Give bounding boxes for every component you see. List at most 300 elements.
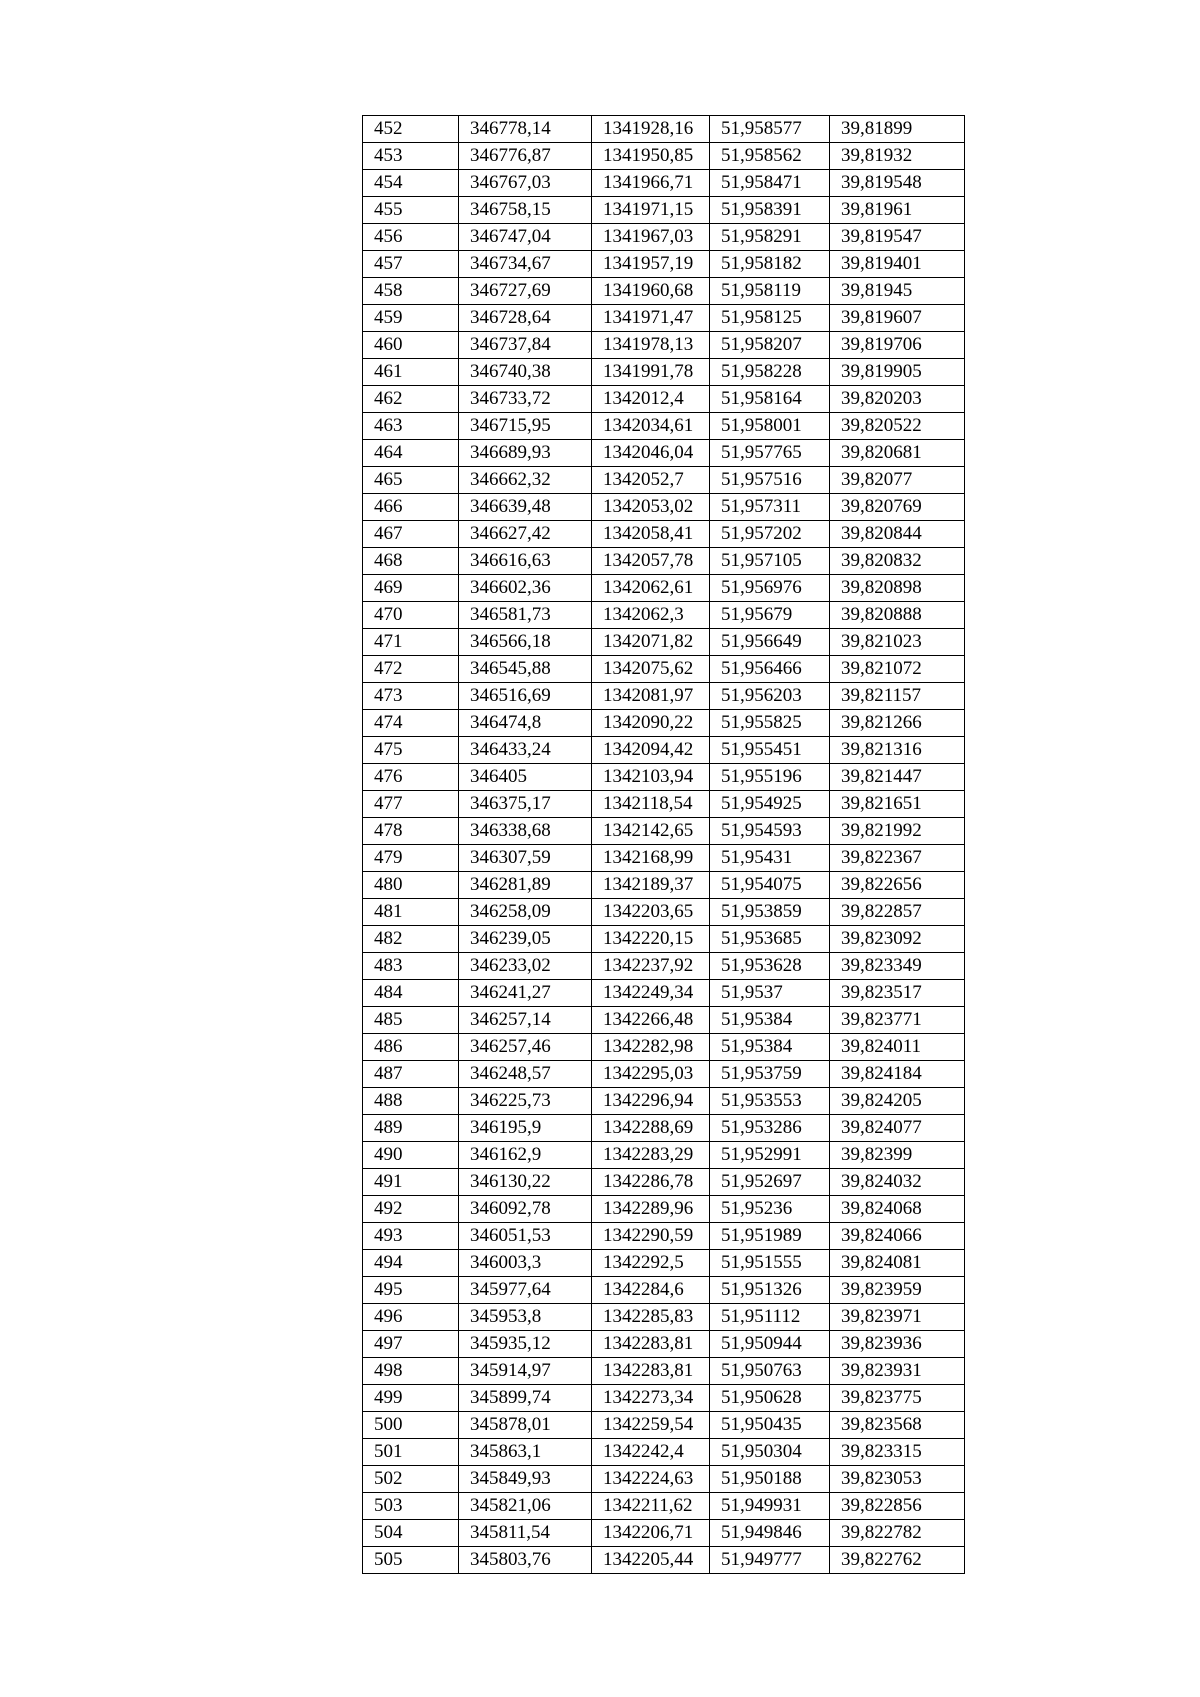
latitude-cell: 51,95679 bbox=[710, 602, 830, 629]
x-coordinate-cell: 346715,95 bbox=[459, 413, 592, 440]
longitude-cell: 39,822782 bbox=[830, 1520, 965, 1547]
table-row bbox=[363, 1250, 965, 1277]
table-row bbox=[363, 1034, 965, 1061]
longitude-cell: 39,81945 bbox=[830, 278, 965, 305]
y-coordinate-cell: 1342081,97 bbox=[592, 683, 710, 710]
x-coordinate-cell: 346740,38 bbox=[459, 359, 592, 386]
longitude-cell: 39,821992 bbox=[830, 818, 965, 845]
table-row bbox=[363, 359, 965, 386]
latitude-cell: 51,956203 bbox=[710, 683, 830, 710]
point-number-cell: 453 bbox=[363, 143, 459, 170]
x-coordinate-cell: 345849,93 bbox=[459, 1466, 592, 1493]
latitude-cell: 51,956976 bbox=[710, 575, 830, 602]
point-number-cell: 465 bbox=[363, 467, 459, 494]
latitude-cell: 51,95384 bbox=[710, 1007, 830, 1034]
point-number-cell: 484 bbox=[363, 980, 459, 1007]
point-number-cell: 458 bbox=[363, 278, 459, 305]
longitude-cell: 39,81961 bbox=[830, 197, 965, 224]
latitude-cell: 51,949846 bbox=[710, 1520, 830, 1547]
latitude-cell: 51,953286 bbox=[710, 1115, 830, 1142]
point-number-cell: 493 bbox=[363, 1223, 459, 1250]
x-coordinate-cell: 346545,88 bbox=[459, 656, 592, 683]
table-row bbox=[363, 1385, 965, 1412]
table-row bbox=[363, 305, 965, 332]
table-row bbox=[363, 1196, 965, 1223]
table-row bbox=[363, 1439, 965, 1466]
latitude-cell: 51,950628 bbox=[710, 1385, 830, 1412]
x-coordinate-cell: 346281,89 bbox=[459, 872, 592, 899]
y-coordinate-cell: 1342224,63 bbox=[592, 1466, 710, 1493]
x-coordinate-cell: 346241,27 bbox=[459, 980, 592, 1007]
y-coordinate-cell: 1342284,6 bbox=[592, 1277, 710, 1304]
coordinates-table-body bbox=[363, 116, 965, 1574]
y-coordinate-cell: 1342266,48 bbox=[592, 1007, 710, 1034]
y-coordinate-cell: 1342203,65 bbox=[592, 899, 710, 926]
y-coordinate-cell: 1341991,78 bbox=[592, 359, 710, 386]
point-number-cell: 471 bbox=[363, 629, 459, 656]
table-row bbox=[363, 1493, 965, 1520]
latitude-cell: 51,950763 bbox=[710, 1358, 830, 1385]
longitude-cell: 39,824081 bbox=[830, 1250, 965, 1277]
point-number-cell: 482 bbox=[363, 926, 459, 953]
longitude-cell: 39,824184 bbox=[830, 1061, 965, 1088]
longitude-cell: 39,819607 bbox=[830, 305, 965, 332]
x-coordinate-cell: 346639,48 bbox=[459, 494, 592, 521]
point-number-cell: 494 bbox=[363, 1250, 459, 1277]
table-row bbox=[363, 332, 965, 359]
x-coordinate-cell: 346733,72 bbox=[459, 386, 592, 413]
x-coordinate-cell: 346474,8 bbox=[459, 710, 592, 737]
longitude-cell: 39,823053 bbox=[830, 1466, 965, 1493]
y-coordinate-cell: 1341966,71 bbox=[592, 170, 710, 197]
point-number-cell: 502 bbox=[363, 1466, 459, 1493]
y-coordinate-cell: 1342012,4 bbox=[592, 386, 710, 413]
latitude-cell: 51,958228 bbox=[710, 359, 830, 386]
x-coordinate-cell: 345977,64 bbox=[459, 1277, 592, 1304]
point-number-cell: 505 bbox=[363, 1547, 459, 1574]
latitude-cell: 51,958001 bbox=[710, 413, 830, 440]
latitude-cell: 51,953553 bbox=[710, 1088, 830, 1115]
y-coordinate-cell: 1341960,68 bbox=[592, 278, 710, 305]
x-coordinate-cell: 346257,14 bbox=[459, 1007, 592, 1034]
longitude-cell: 39,820769 bbox=[830, 494, 965, 521]
latitude-cell: 51,953859 bbox=[710, 899, 830, 926]
latitude-cell: 51,958182 bbox=[710, 251, 830, 278]
latitude-cell: 51,949777 bbox=[710, 1547, 830, 1574]
longitude-cell: 39,824205 bbox=[830, 1088, 965, 1115]
y-coordinate-cell: 1342034,61 bbox=[592, 413, 710, 440]
x-coordinate-cell: 346581,73 bbox=[459, 602, 592, 629]
x-coordinate-cell: 346516,69 bbox=[459, 683, 592, 710]
longitude-cell: 39,820681 bbox=[830, 440, 965, 467]
y-coordinate-cell: 1342090,22 bbox=[592, 710, 710, 737]
point-number-cell: 498 bbox=[363, 1358, 459, 1385]
table-row bbox=[363, 818, 965, 845]
x-coordinate-cell: 346734,67 bbox=[459, 251, 592, 278]
y-coordinate-cell: 1341971,47 bbox=[592, 305, 710, 332]
point-number-cell: 467 bbox=[363, 521, 459, 548]
x-coordinate-cell: 345863,1 bbox=[459, 1439, 592, 1466]
longitude-cell: 39,823971 bbox=[830, 1304, 965, 1331]
longitude-cell: 39,823349 bbox=[830, 953, 965, 980]
point-number-cell: 500 bbox=[363, 1412, 459, 1439]
y-coordinate-cell: 1342071,82 bbox=[592, 629, 710, 656]
x-coordinate-cell: 346405 bbox=[459, 764, 592, 791]
y-coordinate-cell: 1342046,04 bbox=[592, 440, 710, 467]
x-coordinate-cell: 345935,12 bbox=[459, 1331, 592, 1358]
longitude-cell: 39,819706 bbox=[830, 332, 965, 359]
table-row bbox=[363, 899, 965, 926]
y-coordinate-cell: 1342189,37 bbox=[592, 872, 710, 899]
point-number-cell: 470 bbox=[363, 602, 459, 629]
point-number-cell: 490 bbox=[363, 1142, 459, 1169]
table-row bbox=[363, 1304, 965, 1331]
x-coordinate-cell: 346433,24 bbox=[459, 737, 592, 764]
longitude-cell: 39,823931 bbox=[830, 1358, 965, 1385]
x-coordinate-cell: 346767,03 bbox=[459, 170, 592, 197]
y-coordinate-cell: 1342211,62 bbox=[592, 1493, 710, 1520]
y-coordinate-cell: 1342220,15 bbox=[592, 926, 710, 953]
longitude-cell: 39,820832 bbox=[830, 548, 965, 575]
y-coordinate-cell: 1342053,02 bbox=[592, 494, 710, 521]
table-row bbox=[363, 1520, 965, 1547]
longitude-cell: 39,81932 bbox=[830, 143, 965, 170]
latitude-cell: 51,958207 bbox=[710, 332, 830, 359]
table-row bbox=[363, 1223, 965, 1250]
x-coordinate-cell: 346566,18 bbox=[459, 629, 592, 656]
y-coordinate-cell: 1342062,3 bbox=[592, 602, 710, 629]
table-row bbox=[363, 278, 965, 305]
point-number-cell: 468 bbox=[363, 548, 459, 575]
y-coordinate-cell: 1342286,78 bbox=[592, 1169, 710, 1196]
table-row bbox=[363, 170, 965, 197]
y-coordinate-cell: 1342292,5 bbox=[592, 1250, 710, 1277]
latitude-cell: 51,951112 bbox=[710, 1304, 830, 1331]
y-coordinate-cell: 1342142,65 bbox=[592, 818, 710, 845]
longitude-cell: 39,824032 bbox=[830, 1169, 965, 1196]
y-coordinate-cell: 1342052,7 bbox=[592, 467, 710, 494]
y-coordinate-cell: 1342094,42 bbox=[592, 737, 710, 764]
point-number-cell: 466 bbox=[363, 494, 459, 521]
longitude-cell: 39,824066 bbox=[830, 1223, 965, 1250]
longitude-cell: 39,819548 bbox=[830, 170, 965, 197]
longitude-cell: 39,823775 bbox=[830, 1385, 965, 1412]
point-number-cell: 457 bbox=[363, 251, 459, 278]
y-coordinate-cell: 1342118,54 bbox=[592, 791, 710, 818]
table-row bbox=[363, 845, 965, 872]
point-number-cell: 489 bbox=[363, 1115, 459, 1142]
x-coordinate-cell: 345953,8 bbox=[459, 1304, 592, 1331]
point-number-cell: 462 bbox=[363, 386, 459, 413]
table-row bbox=[363, 143, 965, 170]
longitude-cell: 39,824077 bbox=[830, 1115, 965, 1142]
x-coordinate-cell: 346257,46 bbox=[459, 1034, 592, 1061]
latitude-cell: 51,950944 bbox=[710, 1331, 830, 1358]
y-coordinate-cell: 1342103,94 bbox=[592, 764, 710, 791]
longitude-cell: 39,821157 bbox=[830, 683, 965, 710]
x-coordinate-cell: 346758,15 bbox=[459, 197, 592, 224]
table-row bbox=[363, 1088, 965, 1115]
x-coordinate-cell: 346258,09 bbox=[459, 899, 592, 926]
table-row bbox=[363, 953, 965, 980]
x-coordinate-cell: 346728,64 bbox=[459, 305, 592, 332]
x-coordinate-cell: 346130,22 bbox=[459, 1169, 592, 1196]
latitude-cell: 51,95236 bbox=[710, 1196, 830, 1223]
latitude-cell: 51,955825 bbox=[710, 710, 830, 737]
latitude-cell: 51,952991 bbox=[710, 1142, 830, 1169]
latitude-cell: 51,957516 bbox=[710, 467, 830, 494]
table-row bbox=[363, 1169, 965, 1196]
x-coordinate-cell: 346051,53 bbox=[459, 1223, 592, 1250]
latitude-cell: 51,957105 bbox=[710, 548, 830, 575]
latitude-cell: 51,953628 bbox=[710, 953, 830, 980]
longitude-cell: 39,820203 bbox=[830, 386, 965, 413]
point-number-cell: 497 bbox=[363, 1331, 459, 1358]
table-row bbox=[363, 737, 965, 764]
point-number-cell: 480 bbox=[363, 872, 459, 899]
table-row bbox=[363, 683, 965, 710]
latitude-cell: 51,958471 bbox=[710, 170, 830, 197]
x-coordinate-cell: 346627,42 bbox=[459, 521, 592, 548]
longitude-cell: 39,824011 bbox=[830, 1034, 965, 1061]
point-number-cell: 472 bbox=[363, 656, 459, 683]
x-coordinate-cell: 346616,63 bbox=[459, 548, 592, 575]
x-coordinate-cell: 346375,17 bbox=[459, 791, 592, 818]
latitude-cell: 51,957765 bbox=[710, 440, 830, 467]
table-row bbox=[363, 791, 965, 818]
x-coordinate-cell: 345878,01 bbox=[459, 1412, 592, 1439]
longitude-cell: 39,819547 bbox=[830, 224, 965, 251]
x-coordinate-cell: 346747,04 bbox=[459, 224, 592, 251]
longitude-cell: 39,823959 bbox=[830, 1277, 965, 1304]
y-coordinate-cell: 1341971,15 bbox=[592, 197, 710, 224]
latitude-cell: 51,954925 bbox=[710, 791, 830, 818]
table-row bbox=[363, 1547, 965, 1574]
point-number-cell: 491 bbox=[363, 1169, 459, 1196]
x-coordinate-cell: 346689,93 bbox=[459, 440, 592, 467]
y-coordinate-cell: 1342296,94 bbox=[592, 1088, 710, 1115]
longitude-cell: 39,821266 bbox=[830, 710, 965, 737]
y-coordinate-cell: 1342282,98 bbox=[592, 1034, 710, 1061]
point-number-cell: 475 bbox=[363, 737, 459, 764]
point-number-cell: 476 bbox=[363, 764, 459, 791]
point-number-cell: 496 bbox=[363, 1304, 459, 1331]
point-number-cell: 503 bbox=[363, 1493, 459, 1520]
latitude-cell: 51,9537 bbox=[710, 980, 830, 1007]
longitude-cell: 39,820898 bbox=[830, 575, 965, 602]
x-coordinate-cell: 346737,84 bbox=[459, 332, 592, 359]
point-number-cell: 495 bbox=[363, 1277, 459, 1304]
table-row bbox=[363, 1115, 965, 1142]
y-coordinate-cell: 1342289,96 bbox=[592, 1196, 710, 1223]
longitude-cell: 39,823315 bbox=[830, 1439, 965, 1466]
point-number-cell: 501 bbox=[363, 1439, 459, 1466]
y-coordinate-cell: 1342249,34 bbox=[592, 980, 710, 1007]
y-coordinate-cell: 1342273,34 bbox=[592, 1385, 710, 1412]
table-row bbox=[363, 548, 965, 575]
y-coordinate-cell: 1342062,61 bbox=[592, 575, 710, 602]
y-coordinate-cell: 1342075,62 bbox=[592, 656, 710, 683]
longitude-cell: 39,82077 bbox=[830, 467, 965, 494]
table-row bbox=[363, 386, 965, 413]
latitude-cell: 51,951989 bbox=[710, 1223, 830, 1250]
point-number-cell: 474 bbox=[363, 710, 459, 737]
latitude-cell: 51,949931 bbox=[710, 1493, 830, 1520]
point-number-cell: 492 bbox=[363, 1196, 459, 1223]
longitude-cell: 39,81899 bbox=[830, 116, 965, 143]
table-row bbox=[363, 1466, 965, 1493]
x-coordinate-cell: 346338,68 bbox=[459, 818, 592, 845]
latitude-cell: 51,954075 bbox=[710, 872, 830, 899]
longitude-cell: 39,823771 bbox=[830, 1007, 965, 1034]
x-coordinate-cell: 346092,78 bbox=[459, 1196, 592, 1223]
y-coordinate-cell: 1341950,85 bbox=[592, 143, 710, 170]
table-row bbox=[363, 764, 965, 791]
longitude-cell: 39,822367 bbox=[830, 845, 965, 872]
y-coordinate-cell: 1342290,59 bbox=[592, 1223, 710, 1250]
longitude-cell: 39,821023 bbox=[830, 629, 965, 656]
longitude-cell: 39,821651 bbox=[830, 791, 965, 818]
latitude-cell: 51,951326 bbox=[710, 1277, 830, 1304]
point-number-cell: 473 bbox=[363, 683, 459, 710]
latitude-cell: 51,958577 bbox=[710, 116, 830, 143]
point-number-cell: 504 bbox=[363, 1520, 459, 1547]
latitude-cell: 51,95431 bbox=[710, 845, 830, 872]
point-number-cell: 452 bbox=[363, 116, 459, 143]
point-number-cell: 461 bbox=[363, 359, 459, 386]
point-number-cell: 477 bbox=[363, 791, 459, 818]
table-row bbox=[363, 440, 965, 467]
longitude-cell: 39,823092 bbox=[830, 926, 965, 953]
point-number-cell: 488 bbox=[363, 1088, 459, 1115]
table-row bbox=[363, 494, 965, 521]
point-number-cell: 454 bbox=[363, 170, 459, 197]
longitude-cell: 39,819905 bbox=[830, 359, 965, 386]
point-number-cell: 479 bbox=[363, 845, 459, 872]
point-number-cell: 455 bbox=[363, 197, 459, 224]
longitude-cell: 39,821447 bbox=[830, 764, 965, 791]
y-coordinate-cell: 1342283,29 bbox=[592, 1142, 710, 1169]
y-coordinate-cell: 1342168,99 bbox=[592, 845, 710, 872]
latitude-cell: 51,958164 bbox=[710, 386, 830, 413]
latitude-cell: 51,957202 bbox=[710, 521, 830, 548]
table-row bbox=[363, 872, 965, 899]
y-coordinate-cell: 1342058,41 bbox=[592, 521, 710, 548]
longitude-cell: 39,823936 bbox=[830, 1331, 965, 1358]
table-row bbox=[363, 926, 965, 953]
y-coordinate-cell: 1342205,44 bbox=[592, 1547, 710, 1574]
table-row bbox=[363, 1142, 965, 1169]
latitude-cell: 51,958119 bbox=[710, 278, 830, 305]
table-row bbox=[363, 1277, 965, 1304]
point-number-cell: 456 bbox=[363, 224, 459, 251]
table-row bbox=[363, 575, 965, 602]
longitude-cell: 39,820844 bbox=[830, 521, 965, 548]
x-coordinate-cell: 346003,3 bbox=[459, 1250, 592, 1277]
x-coordinate-cell: 345803,76 bbox=[459, 1547, 592, 1574]
x-coordinate-cell: 345821,06 bbox=[459, 1493, 592, 1520]
table-row bbox=[363, 116, 965, 143]
point-number-cell: 459 bbox=[363, 305, 459, 332]
longitude-cell: 39,820522 bbox=[830, 413, 965, 440]
y-coordinate-cell: 1342057,78 bbox=[592, 548, 710, 575]
point-number-cell: 481 bbox=[363, 899, 459, 926]
longitude-cell: 39,822656 bbox=[830, 872, 965, 899]
longitude-cell: 39,822857 bbox=[830, 899, 965, 926]
table-row bbox=[363, 467, 965, 494]
point-number-cell: 464 bbox=[363, 440, 459, 467]
y-coordinate-cell: 1342283,81 bbox=[592, 1331, 710, 1358]
latitude-cell: 51,952697 bbox=[710, 1169, 830, 1196]
x-coordinate-cell: 346727,69 bbox=[459, 278, 592, 305]
latitude-cell: 51,956649 bbox=[710, 629, 830, 656]
point-number-cell: 487 bbox=[363, 1061, 459, 1088]
table-row bbox=[363, 710, 965, 737]
x-coordinate-cell: 346307,59 bbox=[459, 845, 592, 872]
latitude-cell: 51,954593 bbox=[710, 818, 830, 845]
x-coordinate-cell: 346195,9 bbox=[459, 1115, 592, 1142]
y-coordinate-cell: 1342242,4 bbox=[592, 1439, 710, 1466]
table-row bbox=[363, 224, 965, 251]
longitude-cell: 39,821072 bbox=[830, 656, 965, 683]
point-number-cell: 460 bbox=[363, 332, 459, 359]
longitude-cell: 39,821316 bbox=[830, 737, 965, 764]
latitude-cell: 51,958291 bbox=[710, 224, 830, 251]
y-coordinate-cell: 1342206,71 bbox=[592, 1520, 710, 1547]
latitude-cell: 51,953759 bbox=[710, 1061, 830, 1088]
latitude-cell: 51,955196 bbox=[710, 764, 830, 791]
x-coordinate-cell: 346225,73 bbox=[459, 1088, 592, 1115]
y-coordinate-cell: 1341967,03 bbox=[592, 224, 710, 251]
point-number-cell: 499 bbox=[363, 1385, 459, 1412]
point-number-cell: 485 bbox=[363, 1007, 459, 1034]
x-coordinate-cell: 346778,14 bbox=[459, 116, 592, 143]
y-coordinate-cell: 1341957,19 bbox=[592, 251, 710, 278]
table-row bbox=[363, 1331, 965, 1358]
y-coordinate-cell: 1342237,92 bbox=[592, 953, 710, 980]
point-number-cell: 469 bbox=[363, 575, 459, 602]
longitude-cell: 39,823517 bbox=[830, 980, 965, 1007]
table-row bbox=[363, 602, 965, 629]
longitude-cell: 39,820888 bbox=[830, 602, 965, 629]
latitude-cell: 51,958125 bbox=[710, 305, 830, 332]
latitude-cell: 51,95384 bbox=[710, 1034, 830, 1061]
coordinates-table bbox=[362, 115, 965, 1574]
longitude-cell: 39,819401 bbox=[830, 251, 965, 278]
table-row bbox=[363, 251, 965, 278]
x-coordinate-cell: 346248,57 bbox=[459, 1061, 592, 1088]
latitude-cell: 51,956466 bbox=[710, 656, 830, 683]
latitude-cell: 51,951555 bbox=[710, 1250, 830, 1277]
x-coordinate-cell: 346239,05 bbox=[459, 926, 592, 953]
y-coordinate-cell: 1341928,16 bbox=[592, 116, 710, 143]
longitude-cell: 39,82399 bbox=[830, 1142, 965, 1169]
longitude-cell: 39,823568 bbox=[830, 1412, 965, 1439]
latitude-cell: 51,958391 bbox=[710, 197, 830, 224]
point-number-cell: 478 bbox=[363, 818, 459, 845]
table-row bbox=[363, 980, 965, 1007]
table-row bbox=[363, 629, 965, 656]
latitude-cell: 51,950435 bbox=[710, 1412, 830, 1439]
table-row bbox=[363, 1358, 965, 1385]
table-row bbox=[363, 656, 965, 683]
point-number-cell: 463 bbox=[363, 413, 459, 440]
y-coordinate-cell: 1342295,03 bbox=[592, 1061, 710, 1088]
y-coordinate-cell: 1342259,54 bbox=[592, 1412, 710, 1439]
y-coordinate-cell: 1341978,13 bbox=[592, 332, 710, 359]
y-coordinate-cell: 1342288,69 bbox=[592, 1115, 710, 1142]
latitude-cell: 51,953685 bbox=[710, 926, 830, 953]
